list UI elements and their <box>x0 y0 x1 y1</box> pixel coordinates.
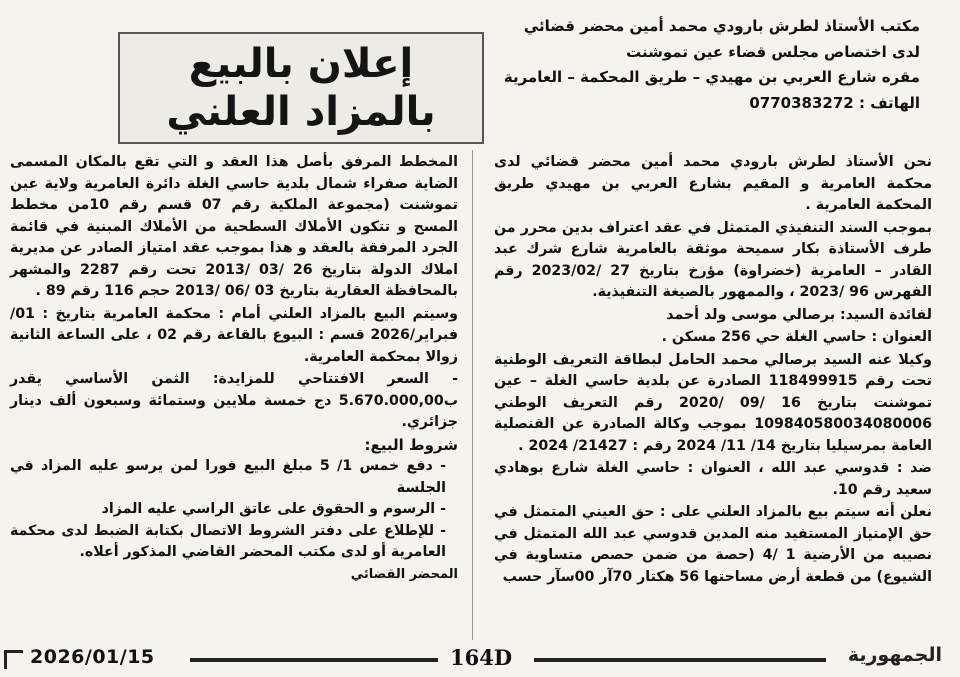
condition-deposit: - دفع خمس 1/ 5 مبلغ البيع فورا لمن يرسو عليه المزاد في الجلسة <box>10 458 446 496</box>
office-name: مكتب الأستاذ لطرش بارودي محمد أمين محضر قضائي <box>523 17 920 35</box>
paragraph-bailiff-intro: نحن الأستاذ لطرش بارودي محمد أمين محضر قضائي لدى محكمة العامرية و المقيم بشارع العربي بن مهيدي طريق المحكمة العامرية . <box>494 154 932 213</box>
announcement-title-box <box>118 32 484 144</box>
conditions-heading: شروط البيع: <box>364 435 458 454</box>
right-column <box>494 152 932 589</box>
column-divider <box>472 150 473 640</box>
footer-rule-left <box>190 658 438 662</box>
office-address: مقره شارع العربي بن مهيدي – طريق المحكمة – العامرية <box>503 68 920 86</box>
paragraph-sale-date: وسيتم البيع بالمزاد العلني أمام : محكمة العامرية بتاريخ : 01/فبراير/2026 قسم : البيوع بالقاعة رقم 02 ، على الساعة الثانية زوالا بمحكمة العامرية. <box>10 305 459 365</box>
paragraph-opening-price: - السعر الافتتاحي للمزايدة: الثمن الأساسي يقدر ب5.670.000,00 دج خمسة ملايين وستمائة وسبعون ألف دينار جزائري. <box>10 371 458 430</box>
paragraph-beneficiary: لفائدة السيد: برصالي موسى ولد أحمد <box>666 306 932 323</box>
issue-date: 2026/01/15 <box>30 646 155 668</box>
title-line-1: إعلان بالبيع <box>188 41 414 87</box>
office-phone: الهاتف : 0770383272 <box>749 93 920 112</box>
newspaper-logo: الجمهورية <box>847 644 942 666</box>
office-jurisdiction: لدى اختصاص مجلس قضاء عين تموشنت <box>626 42 920 61</box>
paragraph-sale-object: نعلن أنه سيتم بيع بالمزاد العلني على : حق العيني المتمثل في حق الإمتياز المستفيد منه المدين قدوسي عبد الله المتمثل في نصيبه من الأرضية 1 /4 (حصة من ضمن حصص متساوية في الشيوع) من قطعة أرض مساحتها 56 هكتار 70آر 00سآر حسب <box>494 504 932 585</box>
page-footer <box>0 644 960 677</box>
bailiff-office-header <box>503 14 920 116</box>
paragraph-beneficiary-address: العنوان : حاسي الغلة حي 256 مسكن . <box>661 329 932 345</box>
bailiff-signature: المحضر القضائي <box>350 566 458 582</box>
paragraph-debtor: ضد : قدوسي عبد الله ، العنوان : حاسي الغلة شارع بوهادي سعيد رقم 10. <box>494 460 932 498</box>
paragraph-executive-title: بموجب السند التنفيذي المتمثل في عقد اعتراف بدين محرر من طرف الأستاذة بكار سميحة موثقة بالعامرية شارع شرك عبد القادر – العامرية (خضراوة) مؤرخ بتاريخ 27 /2023/02 رقم الفهرس 96 /2023 ، والممهور بالصيغة التنفيذية. <box>494 219 932 300</box>
page-number: 164D <box>450 645 513 670</box>
title-line-2: بالمزاد العلني <box>166 89 436 135</box>
paragraph-agent: وكيلا عنه السيد برصالي محمد الحامل لبطاقة التعريف الوطنية تحت رقم 118499915 الصادرة عن بلدية حاسي الغلة – عين تموشنت بتاريخ 16 /09 /2020 رقم التعريف الوطني 109840580034080006 بموجب وكالة الصادرة عن القنصلية العامة بمرسيليا بتاريخ 14/ 11/ 2024 رقم : 21427/ 2024 . <box>494 351 932 454</box>
condition-fees: - الرسوم و الحقوق على عاتق الراسي عليه المزاد <box>101 501 446 517</box>
footer-rule-right <box>534 658 826 662</box>
left-column <box>10 152 458 585</box>
paragraph-property-description: المخطط المرفق بأصل هذا العقد و التي تقع بالمكان المسمى الضاية صفراء شمال بلدية حاسي الغلة دائرة العامرية ولاية عين تموشنت (مجموعة الملكية رقم 07 قسم رقم 10من مخطط المسح و تتكون الأملاك السطحية من الأملاك المبنية في قائمة الجرد المرفقة بالعقد و هذا بموجب عقد امتياز الصادر عن مديرية املاك الدولة بتاريخ 26 /03 /2013 تحت رقم 2287 والمشهر بالمحافظة العقارية بتاريخ 03 /06 /2013 حجم 116 رقم 89 . <box>10 154 459 299</box>
condition-specifications: - للإطلاع على دفتر الشروط الاتصال بكتابة الضبط لدى محكمة العامرية أو لدى مكتب المحضر القاضي المذكور أعلاه. <box>10 522 446 560</box>
